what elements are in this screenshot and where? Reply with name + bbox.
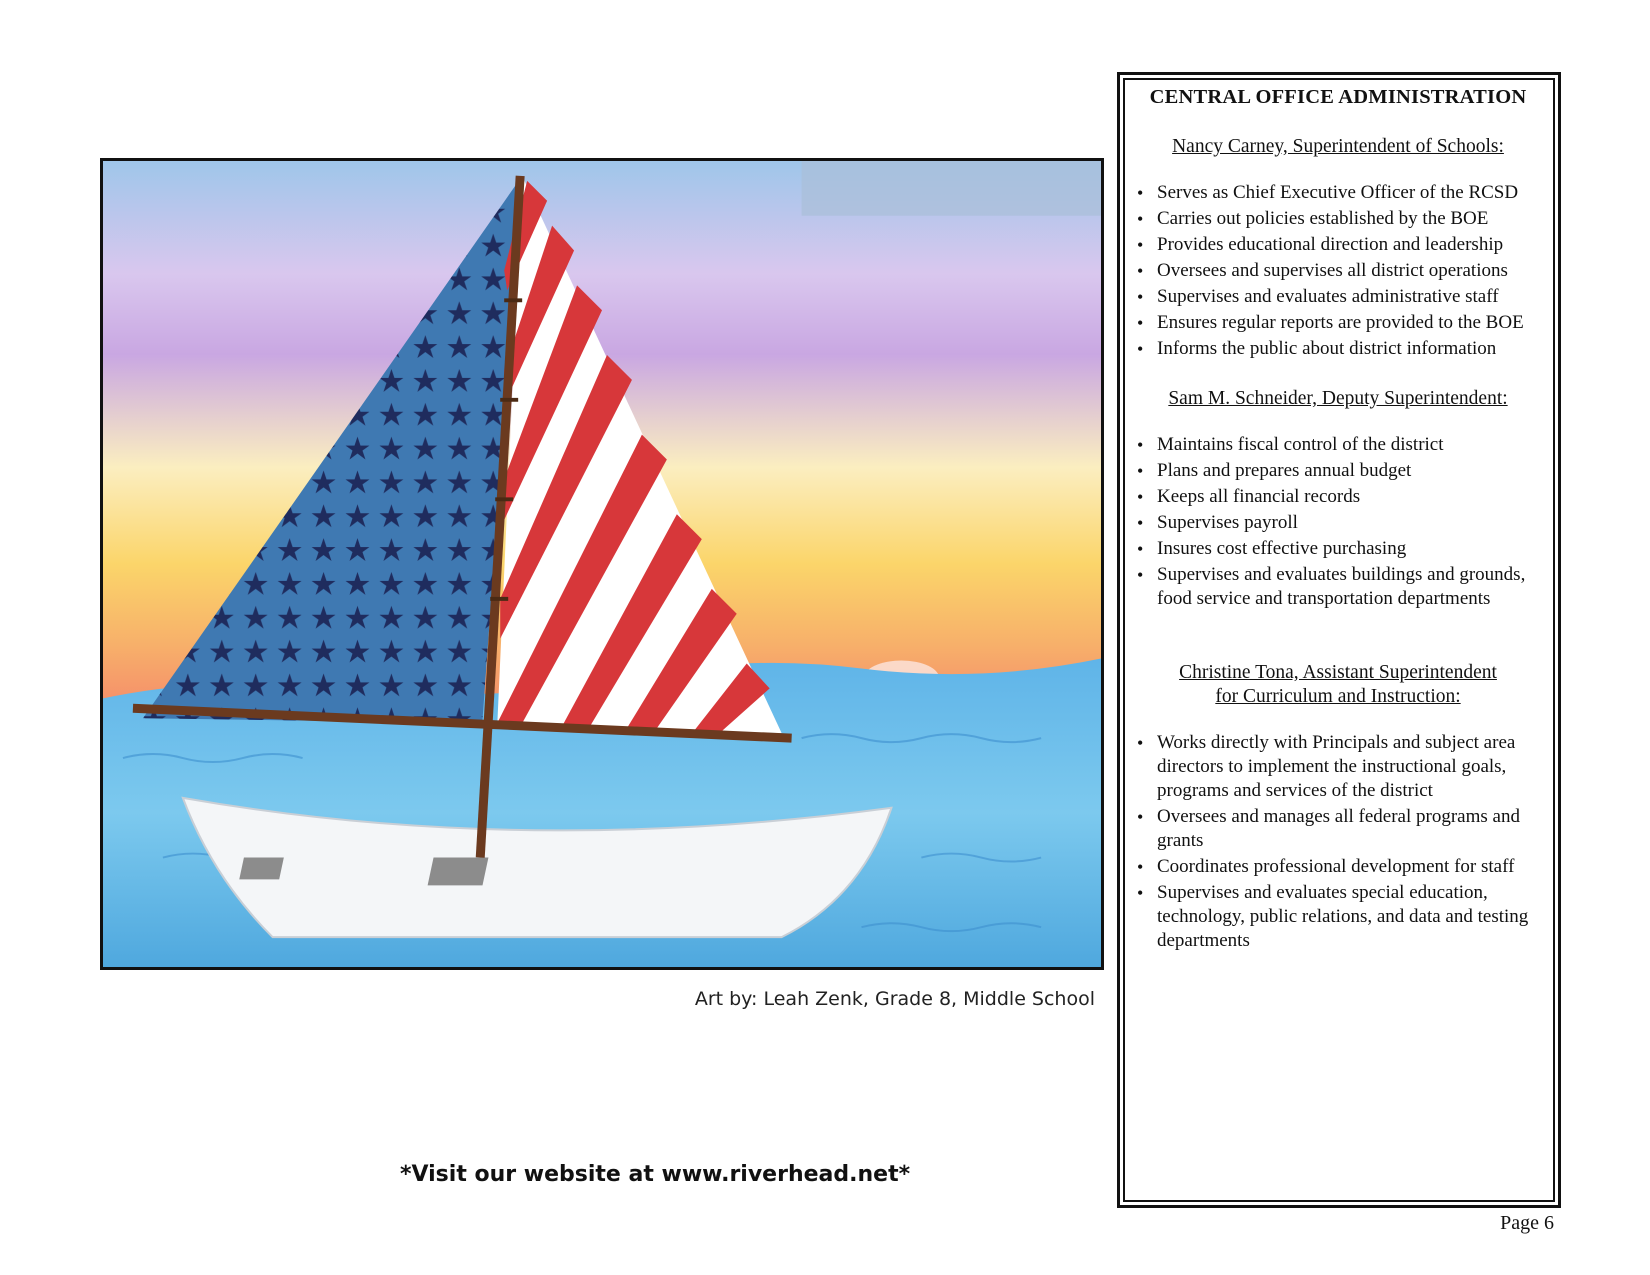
duty-item: • Serves as Chief Executive Officer of the RCSD bbox=[1135, 181, 1541, 205]
duty-item: • Oversees and supervises all district operations bbox=[1135, 259, 1541, 283]
duty-item: • Keeps all financial records bbox=[1135, 485, 1541, 509]
duty-item: • Coordinates professional development for staff bbox=[1135, 855, 1541, 879]
section-spacer bbox=[1135, 637, 1541, 661]
duty-item: • Ensures regular reports are provided to the BOE bbox=[1135, 311, 1541, 335]
duty-item: • Carries out policies established by the BOE bbox=[1135, 207, 1541, 231]
person-heading-line: Christine Tona, Assistant Superintendent bbox=[1179, 662, 1497, 683]
duty-item: • Supervises payroll bbox=[1135, 511, 1541, 535]
panel-title: CENTRAL OFFICE ADMINISTRATION bbox=[1149, 86, 1527, 108]
duty-item: • Plans and prepares annual budget bbox=[1135, 459, 1541, 483]
duty-list-assistant bbox=[1135, 731, 1541, 953]
person-heading-line: for Curriculum and Instruction: bbox=[1215, 686, 1461, 707]
art-credit: Art by: Leah Zenk, Grade 8, Middle School bbox=[694, 988, 1095, 1010]
duty-item: • Provides educational direction and leadership bbox=[1135, 233, 1541, 257]
central-office-panel bbox=[1117, 72, 1561, 1208]
person-heading-superintendent: Nancy Carney, Superintendent of Schools: bbox=[1172, 136, 1504, 157]
duty-item: • Supervises and evaluates special education, technology, public relations, and data and testing departments bbox=[1135, 881, 1541, 953]
website-notice: *Visit our website at www.riverhead.net* bbox=[400, 1162, 911, 1187]
central-office-panel-inner bbox=[1123, 78, 1555, 1202]
duty-item: • Oversees and manages all federal programs and grants bbox=[1135, 805, 1541, 853]
duty-item: • Informs the public about district information bbox=[1135, 337, 1541, 361]
duty-item: • Supervises and evaluates administrative staff bbox=[1135, 285, 1541, 309]
duty-item: • Insures cost effective purchasing bbox=[1135, 537, 1541, 561]
person-heading-deputy: Sam M. Schneider, Deputy Superintendent: bbox=[1168, 388, 1508, 409]
person-heading-assistant bbox=[1135, 661, 1541, 709]
sailboat-artwork bbox=[100, 158, 1104, 970]
duty-list-superintendent bbox=[1135, 181, 1541, 361]
duty-item: • Supervises and evaluates buildings and grounds, food service and transportation departments bbox=[1135, 563, 1541, 611]
duty-item: • Maintains fiscal control of the district bbox=[1135, 433, 1541, 457]
duty-list-deputy bbox=[1135, 433, 1541, 611]
page-number: Page 6 bbox=[1500, 1212, 1554, 1234]
sailboat-drawing bbox=[103, 161, 1101, 967]
duty-item: • Works directly with Principals and subject area directors to implement the instructional goals, programs and services of the district bbox=[1135, 731, 1541, 803]
